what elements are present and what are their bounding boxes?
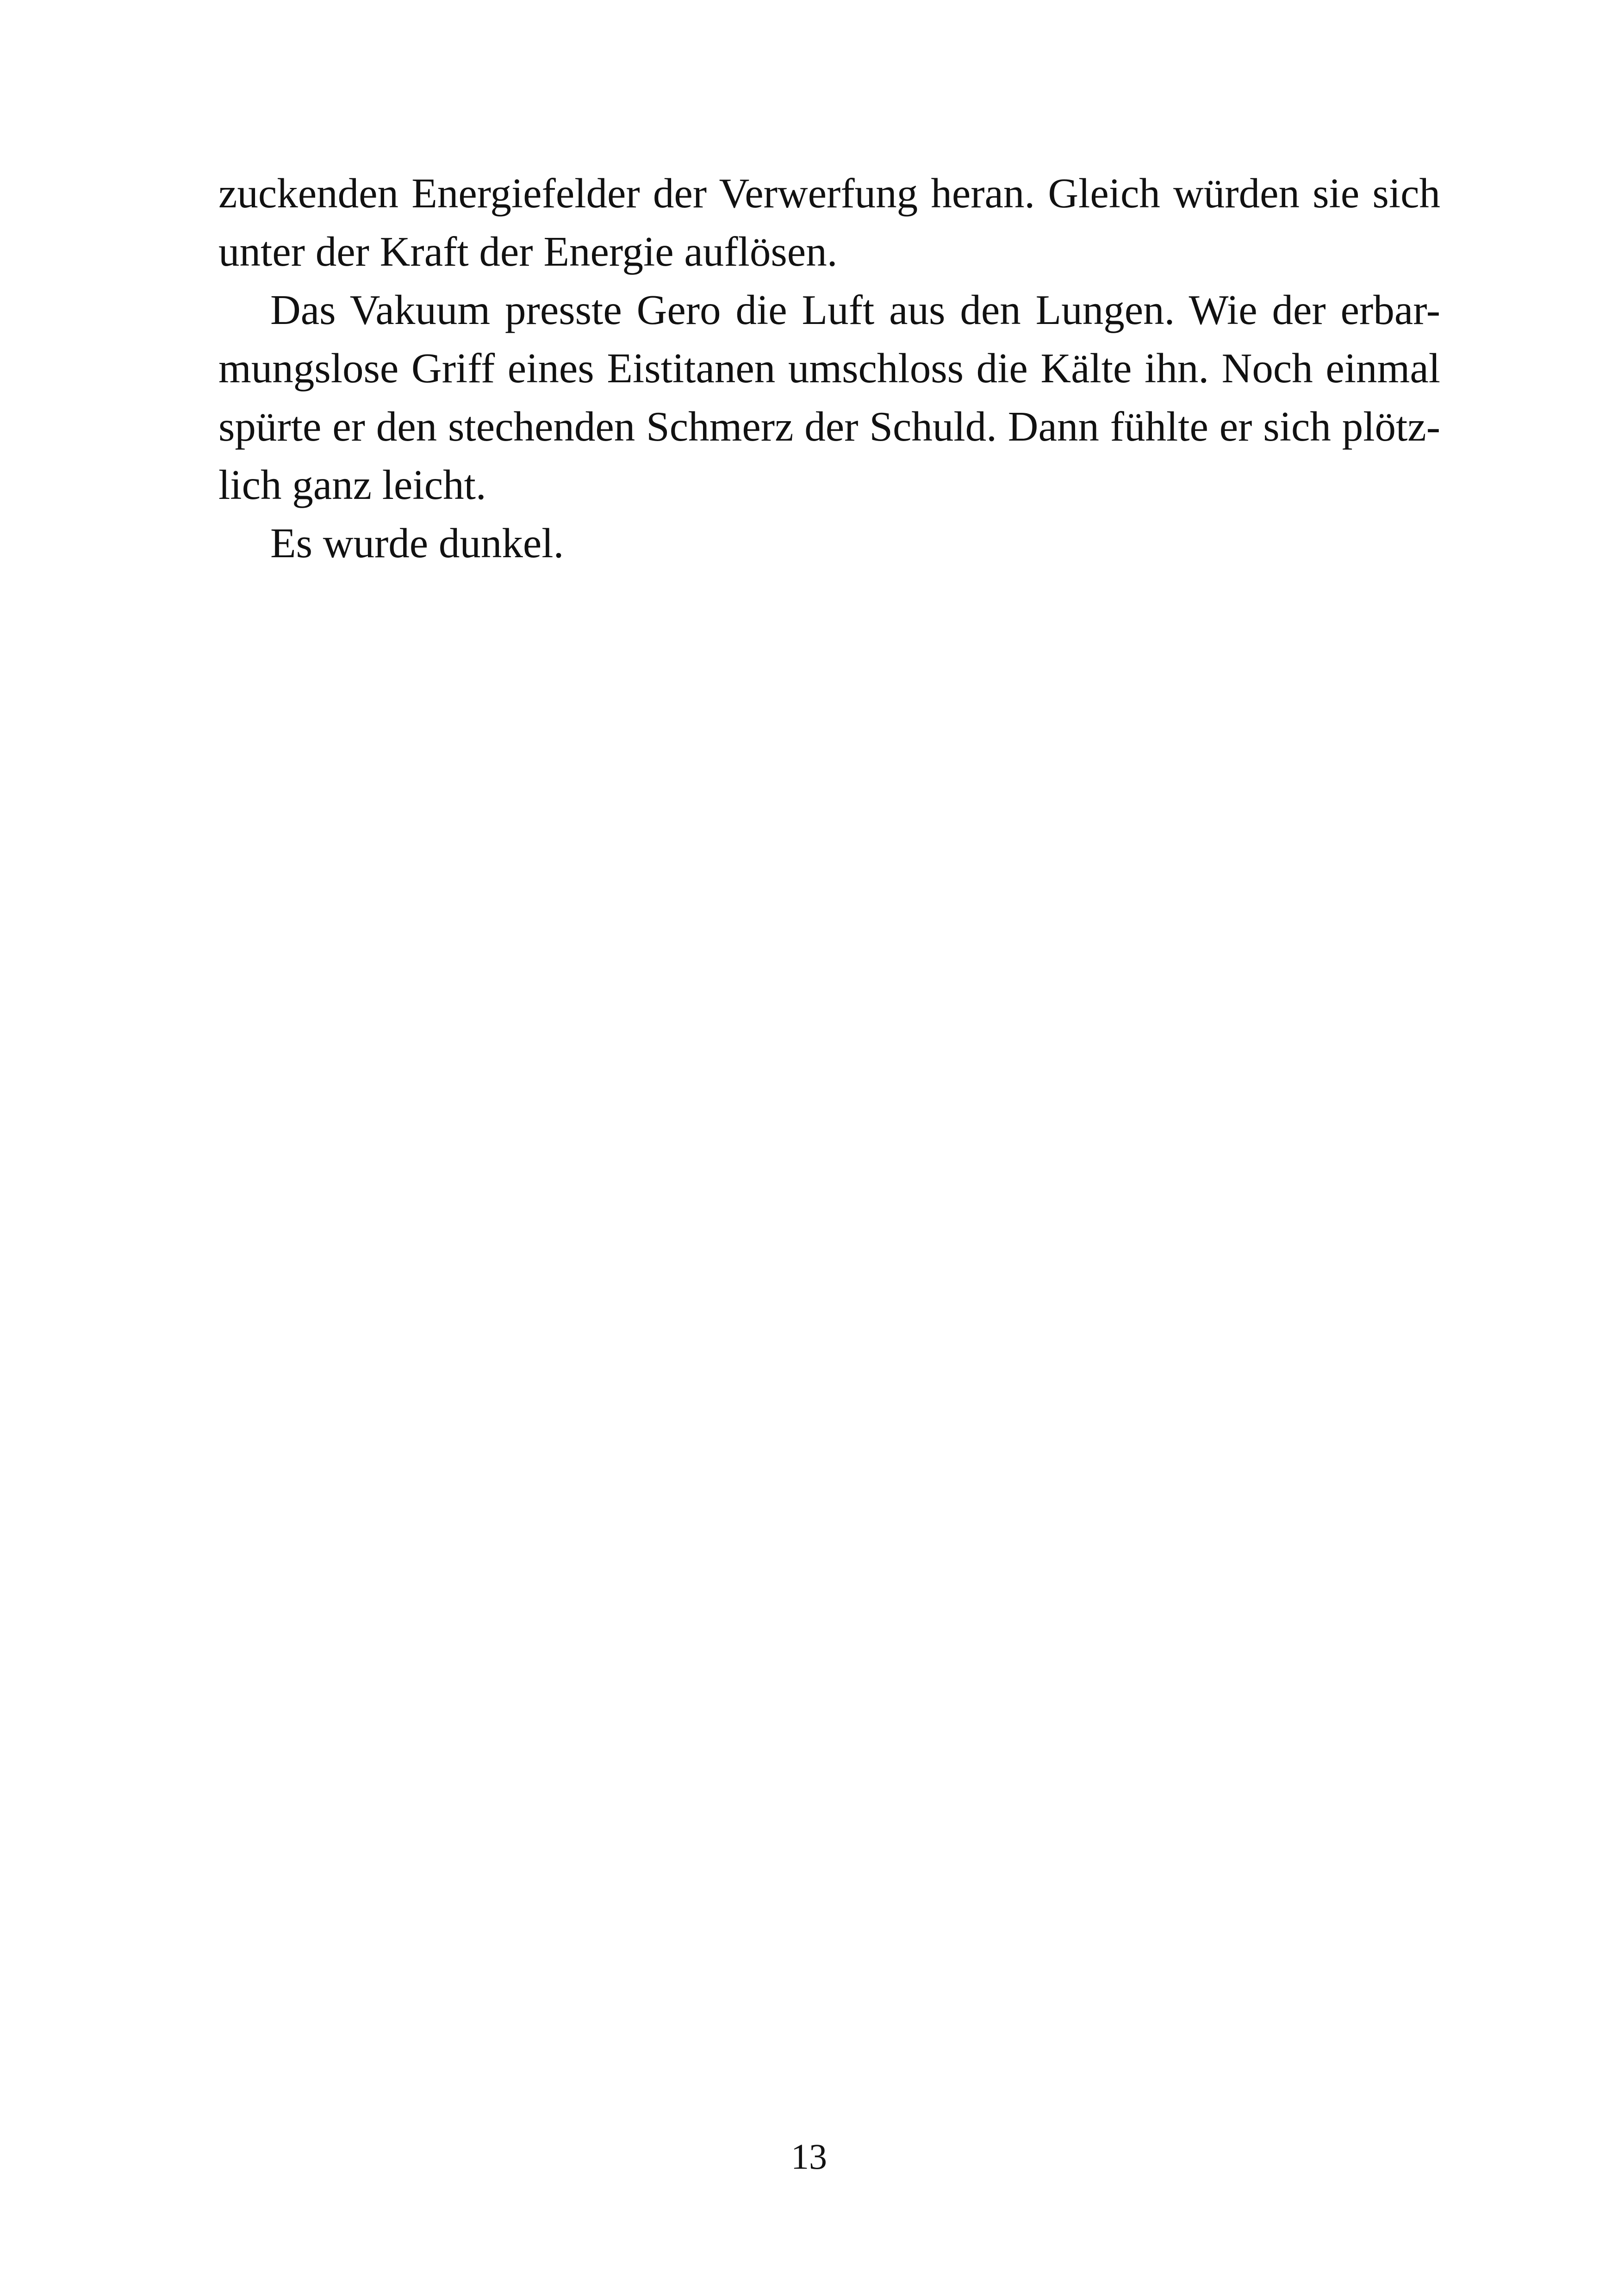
text-line: zuckenden Energiefelder der Verwerfung heran. Gleich würden sie sich: [218, 170, 1440, 217]
paragraph-1: [218, 164, 1440, 281]
text-line: Es wurde dunkel.: [270, 520, 564, 566]
page-number: 13: [791, 2136, 827, 2177]
text-line: lich ganz leicht.: [218, 461, 486, 508]
paragraph-2: [218, 281, 1440, 514]
text-line: Das Vakuum presste Gero die Luft aus den Lungen. Wie der erbar-: [270, 286, 1440, 333]
text-line: spürte er den stechenden Schmerz der Schuld. Dann fühlte er sich plötz-: [218, 403, 1440, 450]
paragraph-3: [218, 514, 1440, 572]
text-line: mungslose Griff eines Eistitanen umschloss die Kälte ihn. Noch einmal: [218, 345, 1440, 392]
body-text: [218, 164, 1440, 572]
text-line: unter der Kraft der Energie auflösen.: [218, 228, 838, 275]
